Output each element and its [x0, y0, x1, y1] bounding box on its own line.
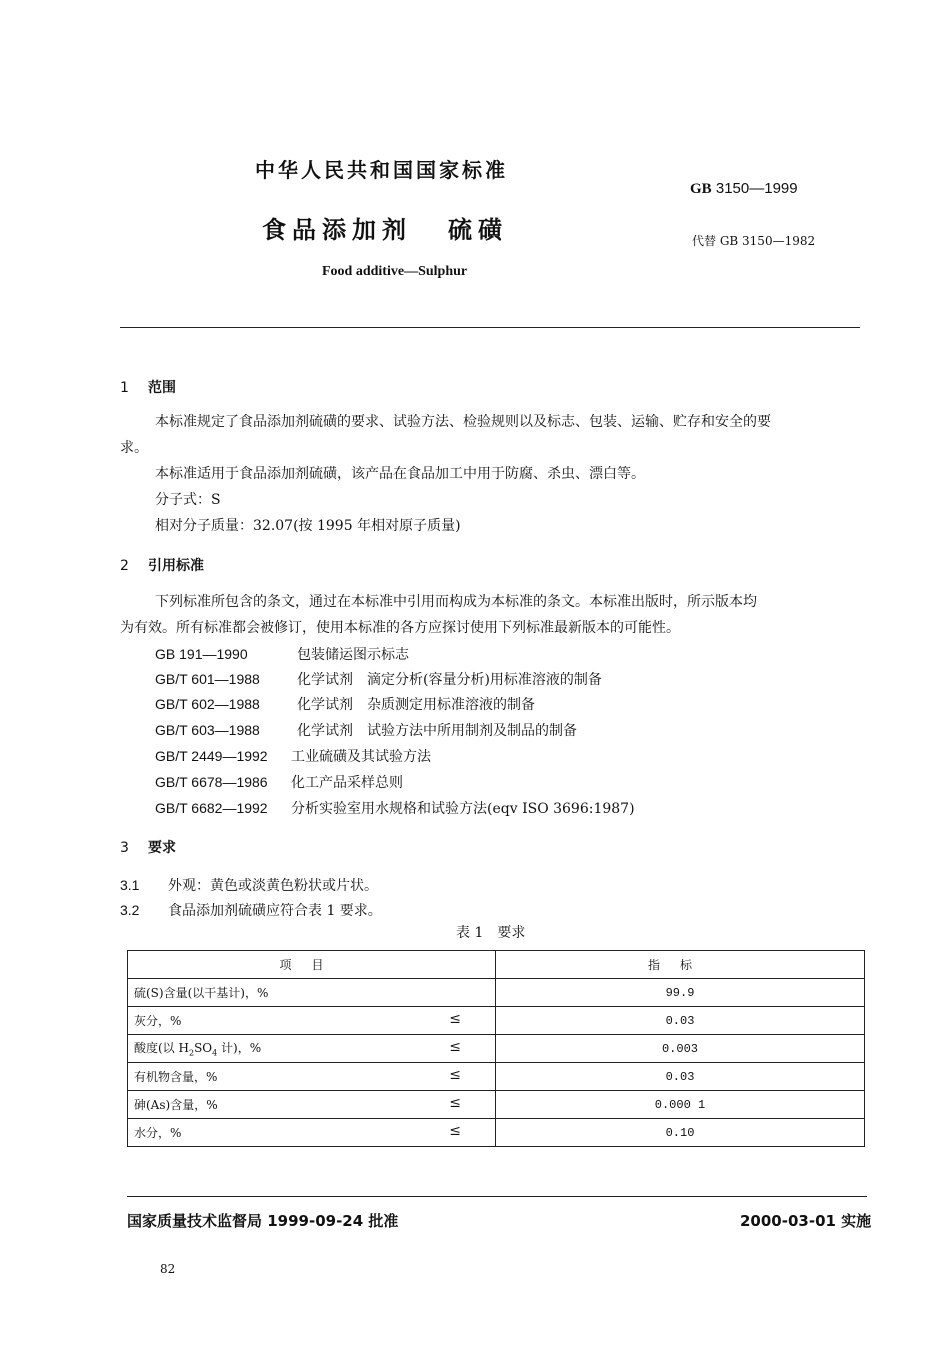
row-item: 硫(S)含量(以干基计)，% — [128, 979, 496, 1007]
table-row — [128, 1035, 865, 1063]
le-symbol: ≤ — [449, 1095, 461, 1111]
table-caption: 表 1 要求 — [456, 925, 526, 941]
header-divider — [120, 327, 860, 328]
section-1-heading: 1 范围 — [120, 380, 176, 396]
row-item: 砷(As)含量，% ≤ — [128, 1091, 496, 1119]
row-value: 0.10 — [496, 1119, 865, 1147]
table-row — [128, 1119, 865, 1147]
national-standard-heading: 中华人民共和国国家标准 — [255, 158, 508, 182]
section-1-para-1-cont: 求。 — [120, 440, 148, 456]
section-1-para-2: 本标准适用于食品添加剂硫磺，该产品在食品加工中用于防腐、杀虫、漂白等。 — [155, 466, 645, 482]
reference-item: GB 191—1990 包装储运图示标志 — [155, 646, 409, 663]
row-value: 0.000 1 — [496, 1091, 865, 1119]
footer-divider — [127, 1196, 867, 1197]
table-row — [128, 979, 865, 1007]
table-row — [128, 1063, 865, 1091]
clause-3-1: 3.1 外观：黄色或淡黄色粉状或片状。 — [120, 877, 378, 894]
replaces-standard: 代替 GB 3150—1982 — [692, 234, 816, 248]
approval-note: 国家质量技术监督局 1999-09-24 批准 — [127, 1212, 399, 1230]
header-item: 项目 — [128, 951, 496, 979]
standard-number — [690, 180, 798, 198]
table-row — [128, 1007, 865, 1035]
le-symbol: ≤ — [449, 1039, 461, 1055]
header-value: 指标 — [496, 951, 865, 979]
section-2-para-1-cont: 为有效。所有标准都会被修订，使用本标准的各方应探讨使用下列标准最新版本的可能性。 — [120, 620, 680, 636]
row-item: 灰分，% ≤ — [128, 1007, 496, 1035]
le-symbol: ≤ — [449, 1123, 461, 1139]
title-part1: 食品添加剂 — [262, 216, 412, 244]
molecular-weight: 相对分子质量：32.07(按 1995 年相对原子质量) — [155, 518, 461, 534]
english-title: Food additive—Sulphur — [322, 264, 468, 279]
table-header-row — [128, 951, 865, 979]
reference-item: GB/T 6678—1986 化工产品采样总则 — [155, 774, 403, 791]
row-value: 0.003 — [496, 1035, 865, 1063]
le-symbol: ≤ — [449, 1011, 461, 1027]
standard-title — [262, 210, 508, 245]
reference-item: GB/T 601—1988 化学试剂 滴定分析(容量分析)用标准溶液的制备 — [155, 671, 602, 688]
le-symbol: ≤ — [449, 1067, 461, 1083]
requirements-table — [127, 950, 865, 1147]
page-number: 82 — [160, 1262, 176, 1276]
row-item: 水分，% ≤ — [128, 1119, 496, 1147]
table-row — [128, 1091, 865, 1119]
row-value: 0.03 — [496, 1063, 865, 1091]
row-value: 0.03 — [496, 1007, 865, 1035]
reference-item: GB/T 602—1988 化学试剂 杂质测定用标准溶液的制备 — [155, 696, 535, 713]
molecular-formula: 分子式：S — [155, 492, 221, 508]
title-part2: 硫磺 — [448, 216, 508, 244]
row-item: 酸度(以 $H_2SO_4$ 计)，% ≤ — [128, 1035, 496, 1063]
reference-item: GB/T 2449—1992 工业硫磺及其试验方法 — [155, 748, 431, 765]
section-3-heading: 3 要求 — [120, 840, 176, 856]
row-item: 有机物含量，% ≤ — [128, 1063, 496, 1091]
std-number-value: 3150—1999 — [715, 180, 798, 197]
section-2-para-1: 下列标准所包含的条文，通过在本标准中引用而构成为本标准的条文。本标准出版时，所示版本均 — [155, 594, 757, 610]
implementation-date: 2000-03-01 实施 — [740, 1212, 872, 1230]
std-prefix: GB — [690, 181, 712, 197]
section-1-para-1: 本标准规定了食品添加剂硫磺的要求、试验方法、检验规则以及标志、包装、运输、贮存和安全的要 — [155, 414, 771, 430]
section-2-heading: 2 引用标准 — [120, 558, 204, 574]
reference-item: GB/T 6682—1992 分析实验室用水规格和试验方法(eqv ISO 3696:1987) — [155, 800, 635, 817]
row-value: 99.9 — [496, 979, 865, 1007]
reference-item: GB/T 603—1988 化学试剂 试验方法中所用制剂及制品的制备 — [155, 722, 577, 739]
clause-3-2: 3.2 食品添加剂硫磺应符合表 1 要求。 — [120, 902, 382, 919]
